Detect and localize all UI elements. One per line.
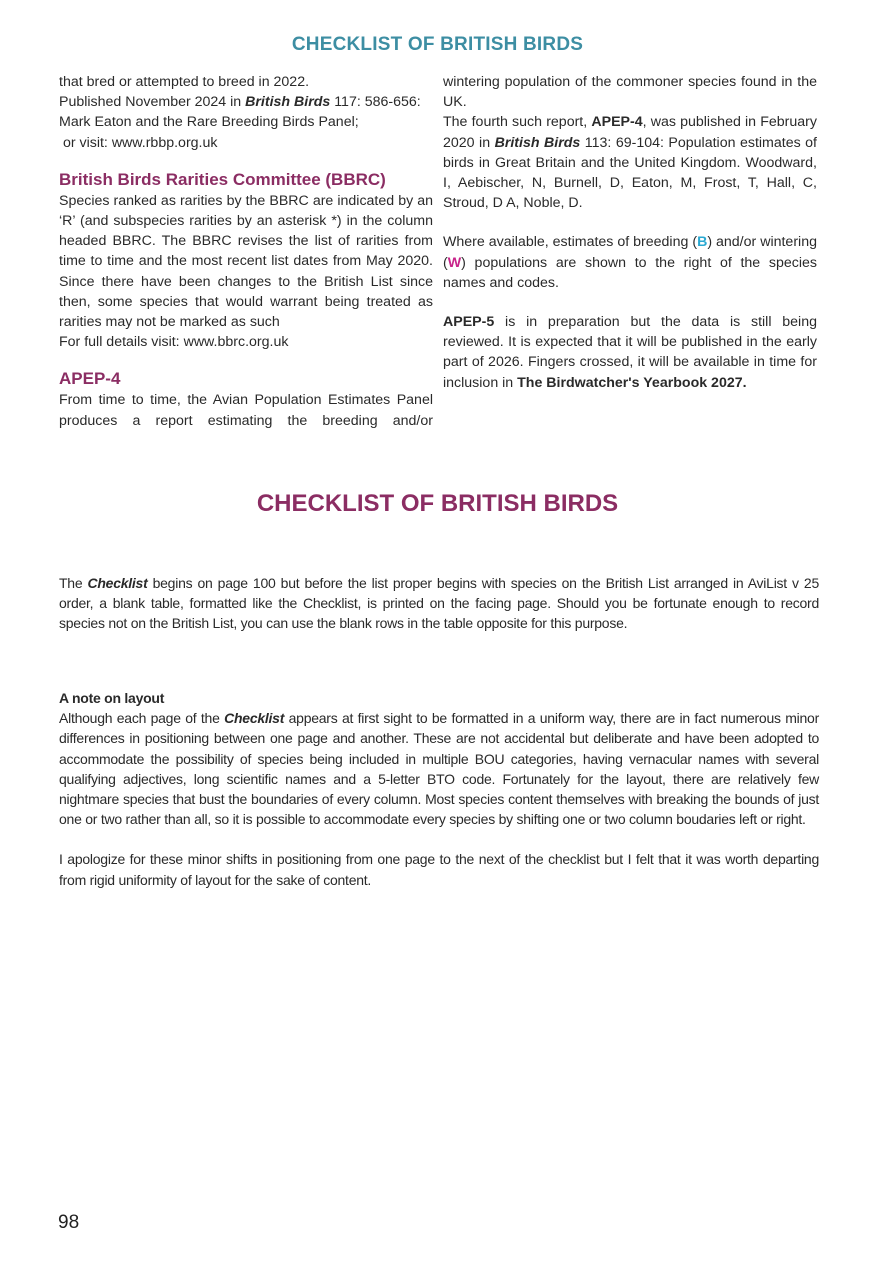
wintering-code: W xyxy=(447,254,462,271)
apep4-heading: APEP-4 xyxy=(59,369,121,389)
breeding-code: B xyxy=(697,234,708,251)
apep4-report: The fourth such report, APEP-4, was published in February 2020 in British Birds 113: 69-104: Population estimates of birds in Great Britain and the United Kingdom. Woodward, I, Aebischer, N, Burnell, D, Eaton, M, Frost, T, Hall, C, Stroud, D A, Noble, D. xyxy=(443,114,817,212)
right-column xyxy=(443,72,817,393)
main-title: CHECKLIST OF BRITISH BIRDS xyxy=(256,490,619,517)
layout-note xyxy=(59,688,819,890)
checklist-intro xyxy=(59,573,819,634)
rbbp-authors: Mark Eaton and the Rare Breeding Birds Panel; xyxy=(59,114,359,131)
rbbp-citation xyxy=(59,72,433,153)
checklist-term: Checklist xyxy=(224,710,285,727)
apology-paragraph: I apologize for these minor shifts in positioning from one page to the next of the checklist but I felt that it was worth departing from rigid uniformity of layout for the sake of content. xyxy=(59,851,819,888)
bbrc-body: Species ranked as rarities by the BBRC are indicated by an ‘R’ (and subspecies rarities by an asterisk *) in the column headed BBRC. The BBRC revises the list of rarities from time to time and the most recent list dates from May 2020. Since there have been changes to the British List since then, some species that would warrant being treated as rarities may not be marked as such xyxy=(59,192,433,331)
page-number: 98 xyxy=(58,1212,80,1233)
apep4-continuation: wintering population of the commoner species found in the UK. xyxy=(443,74,817,111)
apep4-body: From time to time, the Avian Population Estimates Panel produces a report estimating the breeding and/or xyxy=(59,392,433,429)
running-head: CHECKLIST OF BRITISH BIRDS xyxy=(291,34,584,55)
checklist-term: Checklist xyxy=(87,575,148,591)
left-column xyxy=(59,72,433,431)
layout-note-heading: A note on layout xyxy=(59,690,165,706)
layout-note-paragraph: Although each page of the Checklist appears at first sight to be formatted in a uniform way, there are in fact numerous minor differences in positioning between one page and another. These are not accidental but deliberate and have been adopted to accommodate the possibility of species being included in multiple BOU categories, having vernacular names with several qualifying adjectives, long scientific names and a 5-letter BTO code. Fortunately for the layout, there are relatively few nightmare species that bust the boundaries of every column. Most species content themselves with breaking the bounds of just one or two rather than all, so it is possible to accommodate every species by shifting one or two column boudaries left or right. xyxy=(59,710,819,828)
yearbook-title: The Birdwatcher's Yearbook 2027. xyxy=(517,374,747,391)
intro-paragraph: The Checklist begins on page 100 but before the list proper begins with species on the British List arranged in AviList v 25 order, a blank table, formatted like the Checklist, is printed on the facing page. Should you be fortunate enough to record species not on the British List, you can use the blank rows in the table opposite for this purpose. xyxy=(59,575,819,632)
bbrc-heading: British Birds Rarities Committee (BBRC) xyxy=(59,169,386,189)
journal-title: British Birds xyxy=(245,94,331,111)
apep4-name: APEP-4 xyxy=(591,114,643,131)
estimates-note: Where available, estimates of breeding (B) and/or wintering (W) populations are shown to the right of the species names and codes. xyxy=(443,234,817,291)
apep5-note: APEP-5 is in preparation but the data is still being reviewed. It is expected that it will be published in the early part of 2026. Fingers crossed, it will be available in time for inclusion in The Birdwatcher's Yearbook 2027. xyxy=(443,314,817,391)
bbrc-website: For full details visit: www.bbrc.org.uk xyxy=(59,334,289,351)
rbbp-publication-line: Published November 2024 in British Birds 117: 586-656: xyxy=(59,94,421,111)
rbbp-website: or visit: www.rbbp.org.uk xyxy=(59,134,218,151)
apep5-name: APEP-5 xyxy=(443,314,495,331)
rbbp-line: that bred or attempted to breed in 2022. xyxy=(59,74,310,90)
journal-title: British Birds xyxy=(494,134,581,151)
